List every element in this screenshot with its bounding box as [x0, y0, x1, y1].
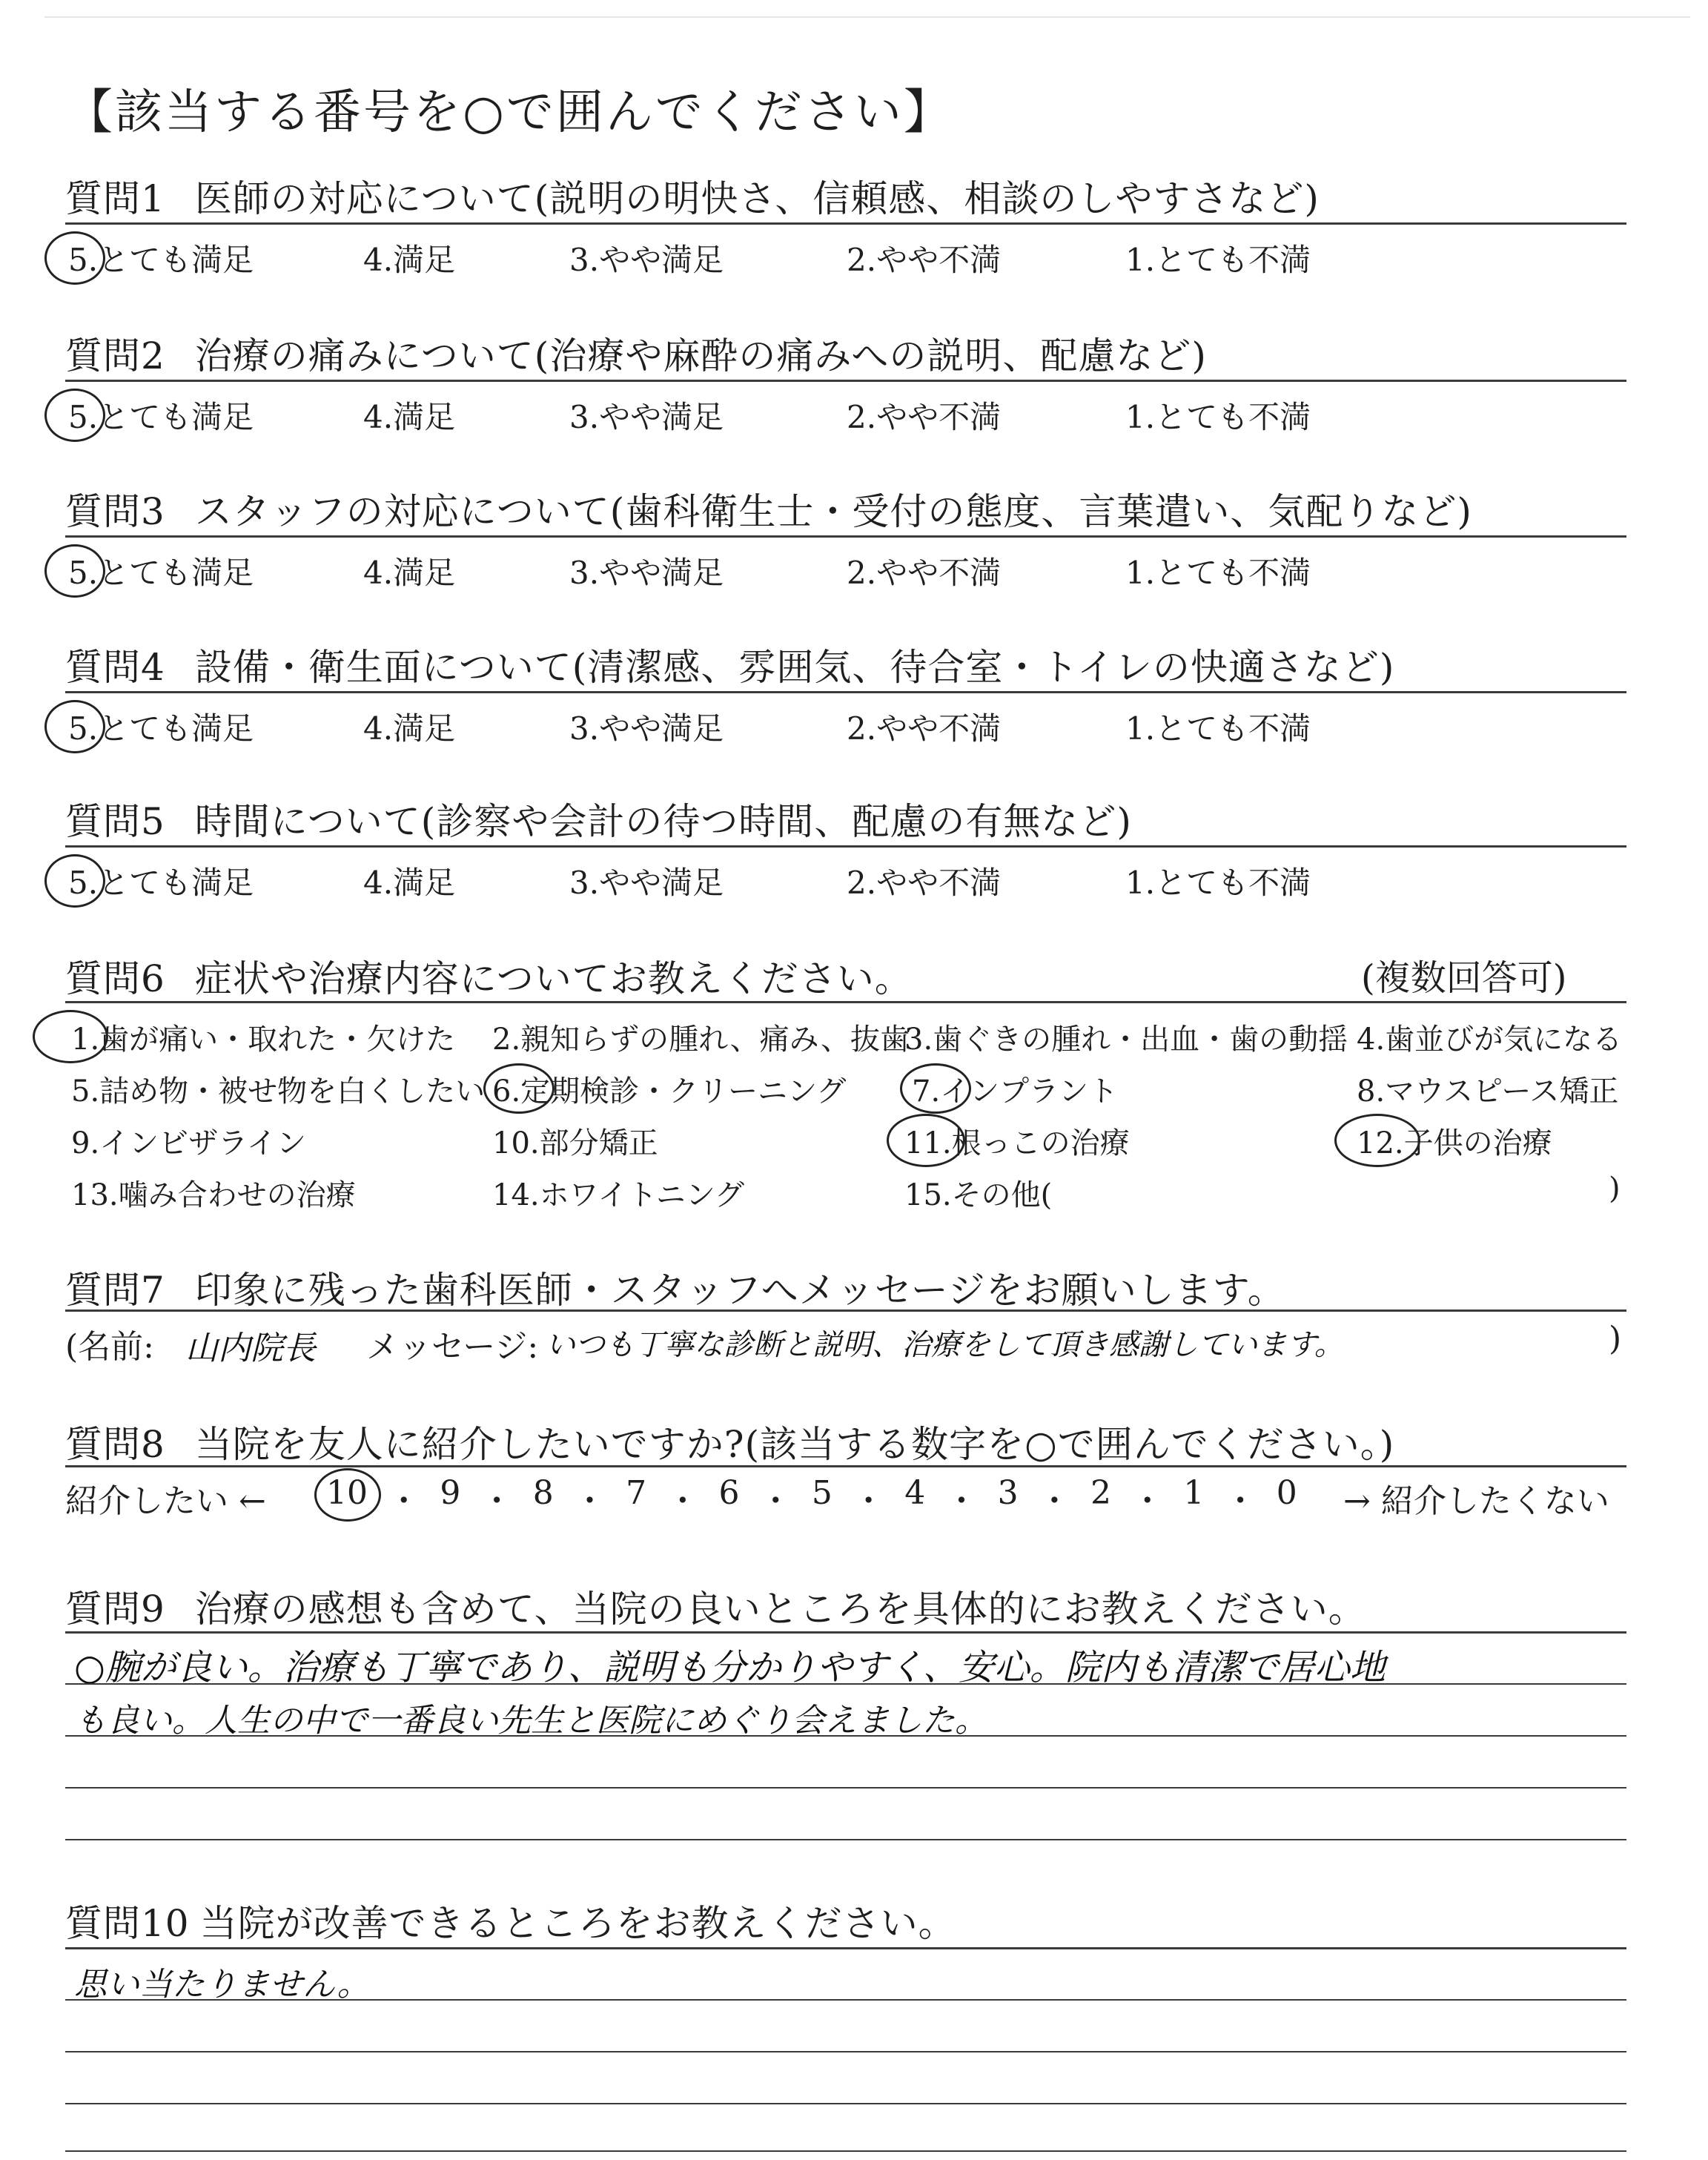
- q6-other-close-paren: ): [1609, 1172, 1621, 1206]
- q2-option-1[interactable]: 1.とても不満: [1125, 399, 1311, 435]
- q6-option-14[interactable]: 14.ホワイトニング: [492, 1178, 745, 1212]
- question-text: 医師の対応について(説明の明快さ、信頼感、相談のしやすさなど): [194, 177, 1320, 220]
- recommend-right-label: → 紹介したくない: [1343, 1482, 1609, 1520]
- question-number: 質問2: [65, 334, 165, 377]
- q6-option-11[interactable]: 11.根っこの治療: [904, 1126, 1130, 1160]
- q1-option-3[interactable]: 3.やや満足: [569, 242, 724, 278]
- question-text: 当院を友人に紹介したいですか?(該当する数字を○で囲んでください。): [194, 1423, 1395, 1466]
- message-label: メッセージ:: [366, 1328, 539, 1366]
- answer-rule: [65, 1787, 1626, 1789]
- question-rule: [65, 1631, 1626, 1634]
- scale-dot: ・: [1224, 1482, 1257, 1520]
- q6-option-8[interactable]: 8.マウスピース矯正: [1357, 1074, 1619, 1109]
- q2-option-5[interactable]: 5.とても満足: [68, 399, 254, 435]
- q4-option-4[interactable]: 4.満足: [363, 710, 456, 747]
- scale-5[interactable]: 5: [811, 1474, 833, 1512]
- q2-option-2[interactable]: 2.やや不満: [847, 399, 1002, 435]
- scale-dot: ・: [852, 1482, 885, 1520]
- question-9-title: [65, 1579, 1366, 1633]
- question-rule: [65, 1309, 1626, 1312]
- question-number: 質問4: [65, 646, 165, 689]
- name-handwritten[interactable]: 山内院長: [185, 1330, 316, 1367]
- question-number: 質問8: [65, 1423, 165, 1466]
- multiple-answers-note: (複数回答可): [1361, 957, 1567, 999]
- question-number: 質問10: [65, 1902, 190, 1945]
- q4-option-2[interactable]: 2.やや不満: [847, 710, 1002, 747]
- recommend-scale: [326, 1474, 1297, 1522]
- q1-option-4[interactable]: 4.満足: [363, 242, 456, 278]
- q2-option-3[interactable]: 3.やや満足: [569, 399, 724, 435]
- q6-option-15[interactable]: 15.その他(: [904, 1178, 1053, 1212]
- scale-4[interactable]: 4: [904, 1474, 926, 1512]
- question-rule: [65, 535, 1626, 538]
- q5-option-3[interactable]: 3.やや満足: [569, 865, 724, 901]
- q6-option-2[interactable]: 2.親知らずの腫れ、痛み、抜歯: [492, 1023, 910, 1057]
- q1-option-1[interactable]: 1.とても不満: [1125, 242, 1311, 278]
- question-number: 質問7: [65, 1269, 165, 1312]
- question-number: 質問5: [65, 800, 165, 843]
- q9-answer-line-2[interactable]: も良い。人生の中で一番良い先生と医院にめぐり会えました。: [74, 1702, 987, 1740]
- question-rule: [65, 222, 1626, 225]
- q6-option-13[interactable]: 13.噛み合わせの治療: [71, 1178, 356, 1212]
- scale-0[interactable]: 0: [1276, 1474, 1297, 1512]
- scale-1[interactable]: 1: [1183, 1474, 1205, 1512]
- answer-rule: [65, 2150, 1626, 2152]
- question-rule: [65, 1001, 1626, 1003]
- q5-option-4[interactable]: 4.満足: [363, 865, 456, 901]
- q4-option-3[interactable]: 3.やや満足: [569, 710, 724, 747]
- answer-rule: [65, 1683, 1626, 1685]
- recommend-left-label: 紹介したい ←: [65, 1482, 266, 1520]
- q6-option-6[interactable]: 6.定期検診・クリーニング: [492, 1074, 847, 1109]
- scale-dot: ・: [666, 1482, 699, 1520]
- question-text: 治療の感想も含めて、当院の良いところを具体的にお教えください。: [194, 1588, 1366, 1631]
- q10-answer-line-1[interactable]: 思い当たりません。: [74, 1966, 370, 2004]
- name-label: (名前:: [65, 1328, 154, 1366]
- q3-option-1[interactable]: 1.とても不満: [1125, 555, 1311, 591]
- q4-option-5[interactable]: 5.とても満足: [68, 710, 254, 747]
- scale-6[interactable]: 6: [718, 1474, 740, 1512]
- question-text: 時間について(診察や会計の待つ時間、配慮の有無など): [194, 800, 1132, 843]
- scale-8[interactable]: 8: [532, 1474, 554, 1512]
- question-number: 質問9: [65, 1588, 165, 1631]
- question-5-title: [65, 792, 1132, 845]
- q1-option-5[interactable]: 5.とても満足: [68, 242, 254, 278]
- question-rule: [65, 380, 1626, 382]
- q3-option-2[interactable]: 2.やや不満: [847, 555, 1002, 591]
- answer-rule: [65, 1735, 1626, 1737]
- q9-answer-line-1[interactable]: ○腕が良い。治療も丁寧であり、説明も分かりやすく、安心。院内も清潔で居心地: [74, 1647, 1386, 1688]
- q6-option-4[interactable]: 4.歯並びが気になる: [1357, 1023, 1623, 1057]
- question-2-title: [65, 326, 1207, 380]
- question-number: 質問3: [65, 490, 165, 533]
- question-text: 印象に残った歯科医師・スタッフへメッセージをお願いします。: [194, 1269, 1285, 1312]
- q6-option-5[interactable]: 5.詰め物・被せ物を白くしたい: [71, 1074, 486, 1109]
- question-rule: [65, 1465, 1626, 1467]
- question-text: 設備・衛生面について(清潔感、雰囲気、待合室・トイレの快適さなど): [194, 646, 1395, 689]
- scale-10[interactable]: 10: [326, 1474, 368, 1512]
- scale-9[interactable]: 9: [440, 1474, 461, 1512]
- q6-option-10[interactable]: 10.部分矯正: [492, 1126, 658, 1160]
- q5-option-2[interactable]: 2.やや不満: [847, 865, 1002, 901]
- scale-dot: ・: [1038, 1482, 1071, 1520]
- question-text: 治療の痛みについて(治療や麻酔の痛みへの説明、配慮など): [194, 334, 1207, 377]
- scale-dot: ・: [387, 1482, 420, 1520]
- question-6-title: [65, 949, 913, 1003]
- question-rule: [65, 845, 1626, 848]
- scale-7[interactable]: 7: [626, 1474, 647, 1512]
- q6-option-9[interactable]: 9.インビザライン: [71, 1126, 306, 1160]
- answer-rule: [65, 2103, 1626, 2104]
- scale-dot: ・: [1131, 1482, 1164, 1520]
- page-heading: 【該当する番号を○で囲んでください】: [65, 85, 953, 140]
- answer-rule: [65, 1999, 1626, 2001]
- question-1-title: [65, 169, 1320, 222]
- q4-option-1[interactable]: 1.とても不満: [1125, 710, 1311, 747]
- question-number: 質問1: [65, 177, 165, 220]
- question-3-title: [65, 482, 1472, 535]
- q3-option-4[interactable]: 4.満足: [363, 555, 456, 591]
- q6-option-12[interactable]: 12.子供の治療: [1357, 1126, 1552, 1160]
- scale-2[interactable]: 2: [1090, 1474, 1111, 1512]
- question-number: 質問6: [65, 957, 165, 1000]
- message-handwritten[interactable]: いつも丁寧な診断と説明、治療をして頂き感謝しています。: [546, 1328, 1344, 1362]
- q6-option-3[interactable]: 3.歯ぐきの腫れ・出血・歯の動揺: [904, 1023, 1348, 1057]
- question-8-title: [65, 1415, 1394, 1468]
- q6-option-7[interactable]: 7.インプラント: [912, 1074, 1119, 1109]
- question-text: 症状や治療内容についてお教えください。: [194, 957, 913, 1000]
- scale-3[interactable]: 3: [997, 1474, 1019, 1512]
- q2-option-4[interactable]: 4.満足: [363, 399, 456, 435]
- page-edge: [44, 16, 1690, 18]
- scale-dot: ・: [759, 1482, 792, 1520]
- answer-rule: [65, 2051, 1626, 2052]
- q1-option-2[interactable]: 2.やや不満: [847, 242, 1002, 278]
- scale-dot: ・: [480, 1482, 514, 1520]
- question-text: スタッフの対応について(歯科衛生士・受付の態度、言葉遣い、気配りなど): [194, 490, 1472, 533]
- scale-dot: ・: [573, 1482, 606, 1520]
- question-rule: [65, 691, 1626, 693]
- question-rule: [65, 1947, 1626, 1949]
- scale-dot: ・: [944, 1482, 978, 1520]
- q6-option-1[interactable]: 1.歯が痛い・取れた・欠けた: [71, 1023, 456, 1057]
- question-7-title: [65, 1261, 1285, 1314]
- answer-rule: [65, 1839, 1626, 1840]
- q5-option-5[interactable]: 5.とても満足: [68, 865, 254, 901]
- q5-option-1[interactable]: 1.とても不満: [1125, 865, 1311, 901]
- question-text: 当院が改善できるところをお教えください。: [199, 1902, 956, 1945]
- q3-option-3[interactable]: 3.やや満足: [569, 555, 724, 591]
- question-4-title: [65, 638, 1394, 691]
- question-10-title: [65, 1894, 956, 1947]
- q3-option-5[interactable]: 5.とても満足: [68, 555, 254, 591]
- message-close-paren: ): [1609, 1320, 1622, 1358]
